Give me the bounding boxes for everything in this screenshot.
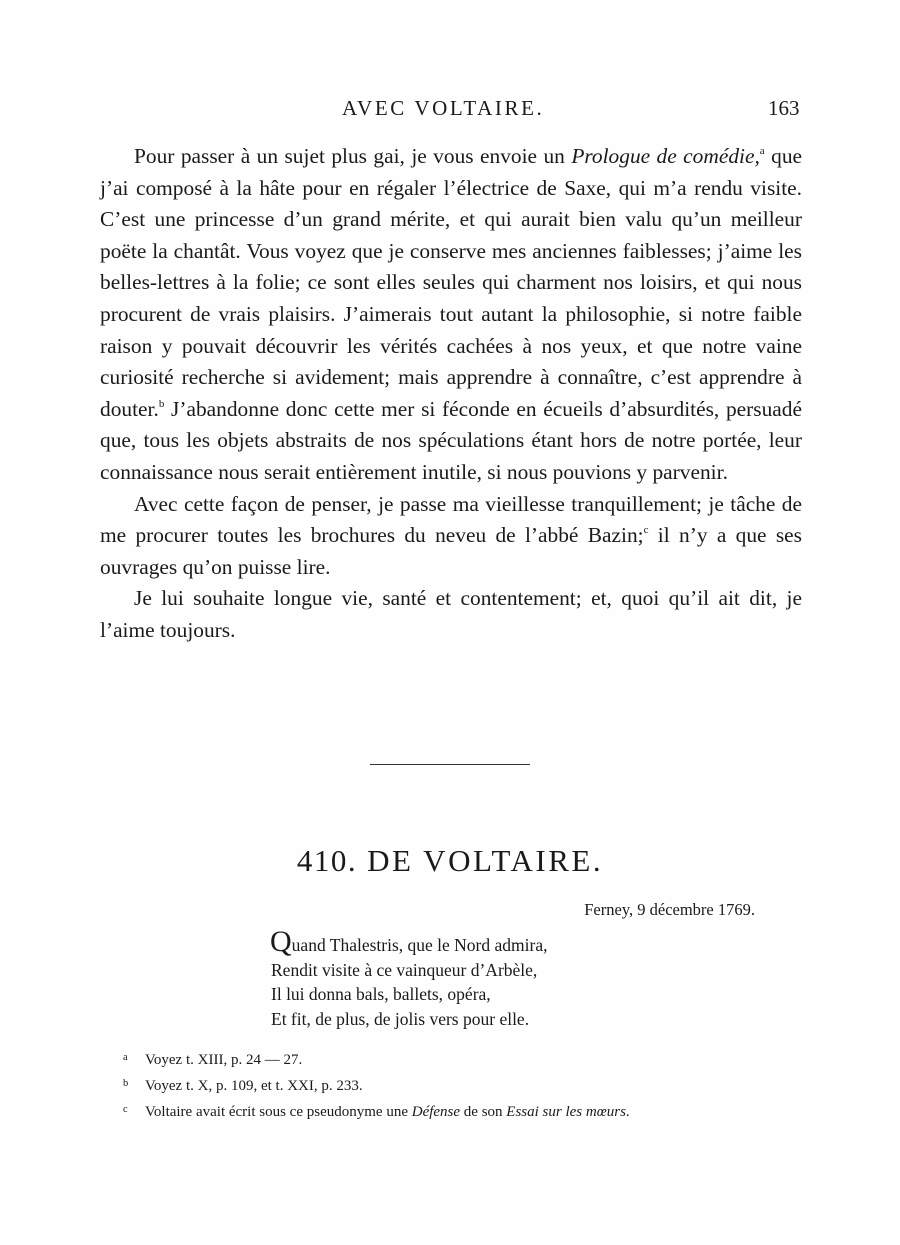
footnote-text: . [625,1104,630,1120]
page-number: 163 [768,96,800,120]
running-title: AVEC VOLTAIRE. [342,96,545,120]
letter-body-text [100,141,802,647]
footnote-text: de son [460,1104,507,1120]
footnote-a [123,1046,630,1072]
drop-cap: Q [270,925,292,958]
footnote-text: Voyez t. X, p. 109, et t. XXI, p. 233. [145,1078,363,1094]
verse-line: Il lui donna bals, ballets, opéra, [271,984,491,1004]
letter-number: 410. [296,843,358,878]
footnote-c [123,1098,630,1124]
paragraph: Je lui souhaite longue vie, santé et contentement; et, quoi qu’il ait dit, je l’aime toujours. [100,586,802,642]
footnote-italic: Essai sur les mœurs [506,1104,626,1120]
footnote-ref-b: b [158,397,165,410]
verse-line: Et fit, de plus, de jolis vers pour elle. [271,1008,530,1029]
paragraph [100,141,802,489]
footnote-text: Voyez t. XIII, p. 24 — 27. [145,1052,303,1068]
footnote-text: Voltaire avait écrit sous ce pseudonyme une [145,1104,412,1120]
footnote-italic: Défense [411,1104,461,1120]
footnotes [123,1046,630,1124]
running-head [0,96,900,126]
footnote-mark: a [123,1052,128,1063]
verse [270,925,548,1031]
paragraph-text: Avec cette façon de penser, je passe ma vieillesse tranquillement; je tâche de me procurer toutes les brochures du neveu de l’abbé Bazin; [100,491,802,548]
footnote-b [123,1072,630,1098]
verse-line [270,925,548,958]
footnote-mark: b [123,1078,129,1089]
section-divider [370,764,530,765]
letter-title: DE VOLTAIRE. [367,843,604,878]
footnote-ref-c: c [643,524,649,537]
footnote-ref-a: a [759,145,765,157]
italic-title: Prologue de comédie, [571,144,760,168]
paragraph [100,489,802,584]
dateline: Ferney, 9 décembre 1769. [584,900,755,919]
letter-heading [0,843,900,879]
verse-line: Rendit visite à ce vainqueur d’Arbèle, [271,959,538,980]
footnote-mark: c [123,1104,128,1115]
paragraph-text: Pour passer à un sujet plus gai, je vous envoie un [134,144,572,168]
paragraph-text: J’abandonne donc cette mer si féconde en écueils d’absurdités, persuadé que, tous les objets abstraits de nos spéculations étant hors de notre portée, leur connaissance nous serait entièrement inutile, si nous pouvions y parvenir. [100,396,802,484]
paragraph-text: que j’ai composé à la hâte pour en régaler l’électrice de Saxe, qui m’a rendu visite. C’est une princesse d’un grand mérite, et qui aurait bien valu qu’un meilleur poëte la chantât. Vous voyez que je conserve mes anciennes faiblesses; j’aime les belles-lettres à la folie; ce sont elles seules qui charment nos loisirs, et qui nous procurent de vrais plaisirs. J’aimerais tout autant la philosophie, si notre faible raison y pouvait découvrir les vérités cachées à nos yeux, et que notre vaine curiosité recherche si avidement; mais apprendre à connaître, c’est apprendre à douter. [100,144,803,421]
verse-line-text: uand Thalestris, que le Nord admira, [291,935,548,955]
paragraph-text: il n’y a que ses ouvrages qu’on puisse lire. [100,523,802,579]
